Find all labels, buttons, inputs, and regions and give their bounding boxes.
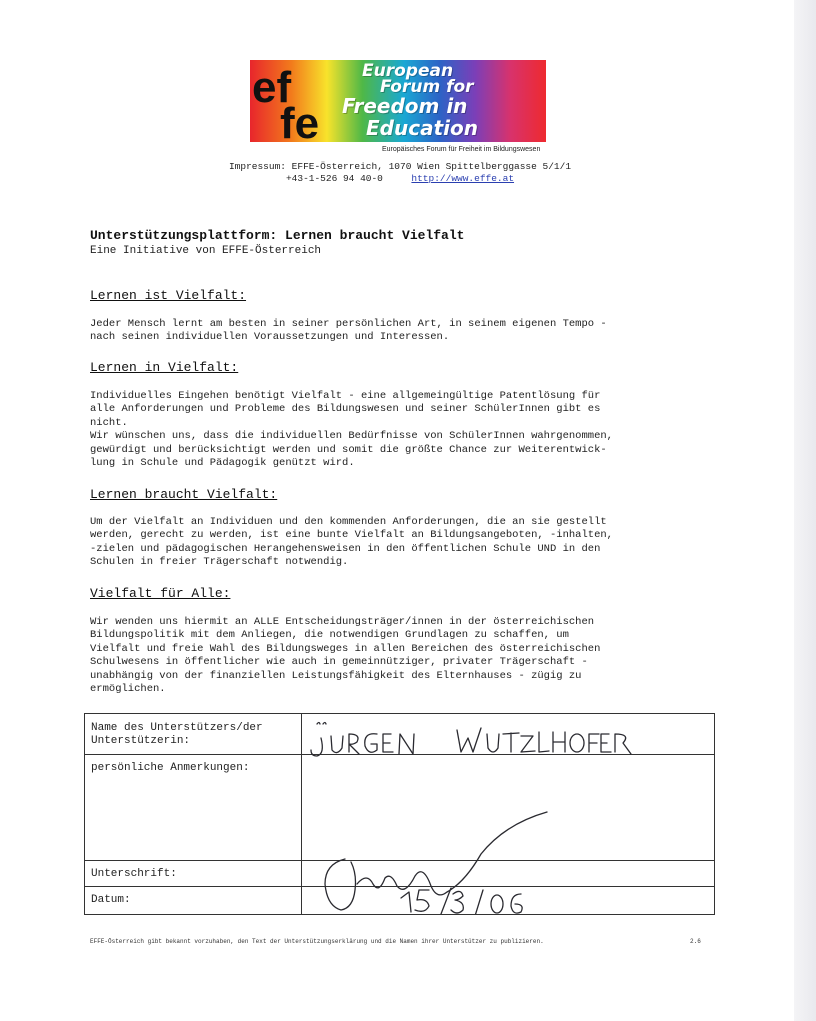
section-text: Jeder Mensch lernt am besten in seiner persönlichen Art, in seinem eigenen Tempo - nach seinen individuellen Voraussetzungen und Interessen. bbox=[90, 318, 607, 344]
logo-line-1: European bbox=[362, 61, 454, 81]
logo-mark-bottom: fe bbox=[280, 99, 320, 142]
handwritten-date bbox=[401, 888, 522, 914]
logo-line-3: Freedom in bbox=[342, 94, 468, 118]
page-number: 2.6 bbox=[690, 938, 701, 945]
section-heading: Lernen in Vielfalt: bbox=[90, 360, 239, 375]
section-heading: Lernen ist Vielfalt: bbox=[90, 288, 247, 303]
document-subtitle: Eine Initiative von EFFE-Österreich bbox=[90, 245, 322, 257]
section-text: Um der Vielfalt an Individuen und den kommenden Anforderungen, die an sie gestellt werden, gerecht zu werden, ist eine bunte Vielfalt an Bildungsangeboten, -inhalten, -zielen und pädagogischen Herangehensweisen in den öffentlichen Schule UND in den Schulen in freier Trägerschaft notwendig. bbox=[90, 516, 613, 569]
logo-subline: Europäisches Forum für Freiheit im Bildungswesen bbox=[382, 146, 541, 153]
handwritten-signature bbox=[325, 812, 547, 910]
effe-logo bbox=[250, 60, 546, 142]
section-text: Individuelles Eingehen benötigt Vielfalt - eine allgemeingültige Patentlösung für alle Anforderungen und Probleme des Bildungswesen und seiner SchülerInnen gibt es nicht. Wir wünschen uns, dass die individuellen Bedürfnisse von SchülerInnen wahrgenommen, gewürdigt und berücksichtigt werden und somit die größte Chance zur Weiterentwick- lung in Schule und Pädagogik genützt wird. bbox=[90, 390, 613, 470]
footer-note: EFFE-Österreich gibt bekannt vorzuhaben, den Text der Unterstützungserklärung und die Namen ihrer Unterstützer zu publizieren. bbox=[90, 938, 544, 945]
name-label: Name des Unterstützers/der Unterstützerin: bbox=[91, 722, 263, 747]
scan-edge bbox=[794, 0, 816, 1021]
supporter-form bbox=[84, 713, 715, 915]
impressum-address: Impressum: EFFE-Österreich, 1070 Wien Spittelberggasse 5/1/1 bbox=[228, 161, 572, 172]
impressum-phone: +43-1-526 94 40-0 bbox=[285, 173, 383, 184]
handwritten-name bbox=[311, 723, 631, 757]
logo-line-4: Education bbox=[366, 116, 478, 140]
logo-mark-top: ef bbox=[252, 63, 292, 112]
impressum bbox=[200, 161, 600, 185]
signature-label: Unterschrift: bbox=[91, 868, 177, 880]
section-heading: Lernen braucht Vielfalt: bbox=[90, 487, 278, 502]
document-title: Unterstützungsplattform: Lernen braucht Vielfalt bbox=[90, 228, 465, 243]
section-text: Wir wenden uns hiermit an ALLE Entscheidungsträger/innen in der österreichischen Bildungspolitik mit dem Anliegen, die notwendigen Grundlagen zu schaffen, um Vielfalt und freie Wahl des Bildungsweges in allen Bereichen des österreichischen Schulwesens in öffentlicher wie auch in gemeinnütziger, privater Trägerschaft - unabhängig von der finanziellen Leistungsfähigkeit des Elternhauses - zügig zu ermöglichen. bbox=[90, 616, 601, 696]
logo-mark bbox=[250, 60, 342, 142]
impressum-contact bbox=[200, 173, 600, 185]
remarks-label: persönliche Anmerkungen: bbox=[91, 762, 250, 774]
logo-wordmark bbox=[342, 60, 546, 142]
section-heading: Vielfalt für Alle: bbox=[90, 586, 231, 601]
date-label: Datum: bbox=[91, 894, 131, 906]
logo-line-2: Forum for bbox=[380, 77, 474, 97]
handwriting-layer bbox=[85, 714, 714, 914]
impressum-link[interactable]: http://www.effe.at bbox=[411, 173, 515, 184]
